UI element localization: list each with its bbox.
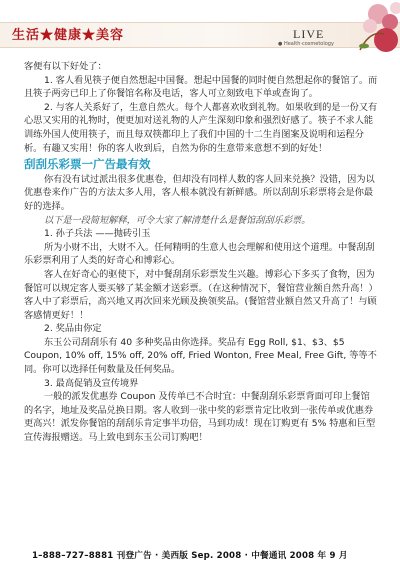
page-footer (0, 544, 400, 569)
subheading-2: 2. 奖品由你定 (44, 323, 102, 335)
explanation-intro: 以下是一段简短解释，可令大家了解清楚什么是餐馆刮刮乐彩票。 (44, 214, 311, 226)
subheading-3: 3. 最高促销及宣传境界 (44, 377, 139, 389)
live-label: LIVE (293, 27, 325, 41)
page-header (0, 0, 400, 54)
subsection-3-paragraph: 一般的派发优惠券 Coupon 及传单已不合时宜：中餐刮刮乐彩票背面可印上餐馆的名字，地址及奖品兑换日期。客人收到一张中奖的彩票肯定比收到一张传单或优惠券更高兴！派发你餐馆的刮刮乐肯定事半功倍，马到功成！现在订购更有 5% 特惠和巨型宣传海报赠送。马上致电到东玉公司订购吧！ (24, 391, 376, 444)
intro-line: 客便有以下好处了： (24, 61, 107, 72)
subsection-2-paragraph: 东玉公司刮刮乐有 40 多种奖品由你选择。奖品有 Egg Roll, $1、$3、$5 Coupon, 10% off, 15% off, 20% off, Fried Wonton, Free Meal, Free Gift, 等等不同。你可以选择任何数量及任何奖品。 (24, 336, 377, 376)
point-2-paragraph: 2. 与客人关系好了，生意自然火。每个人都喜欢收到礼物。如果收到的是一份又有心思又实用的礼物时，便更加对送礼物的人产生深刻印象和强烈好感了。筷子不求人能训练外国人使用筷子，而且每双筷都印上了我们中国的十二生肖图案及说明和运程分析。有趣又实用！你的客人收到后，自然为你的生意带来意想不到的好处！ (24, 101, 378, 154)
lottery-intro-paragraph: 你有没有试过派出很多优惠卷，但却没有同样人数的客人回来兑换？没错，因为以优惠卷来作广告的方法太多人用，客人根本就没有新鲜感。所以刮刮乐彩票将会是你最好的选择。 (24, 173, 375, 212)
subheading-1: 1. 孙子兵法 ——抛砖引玉 (44, 228, 151, 240)
live-subtitle: ● Health·cosmetology (278, 41, 334, 47)
point-1-paragraph: 1. 客人看见筷子便自然想起中国餐。想起中国餐的同时便自然想起你的餐馆了。而且筷子两旁已印上了你餐馆名称及电话，客人可立刻致电下单或查询了。 (24, 74, 378, 100)
subsection-1-paragraph-b: 客人在好奇心的驱使下，对中餐刮刮乐彩票发生兴趣。博彩心下多买了食物，因为餐馆可以规定客人要买够了某金额才送彩票。（在这种情况下，餐馆营业额自然升高！）客人中了彩票后，高兴地又再次回来光顾及换领奖品。(餐馆营业额自然又升高了！与顾客感情更好！！ (24, 268, 378, 321)
decorative-flower-illustration (340, 0, 400, 60)
footer-text: 1–888–727–8881 刊登广告 · 美西版 Sep. 2008 · 中餐通讯 2008 年 9 月 (32, 551, 348, 561)
subsection-1-paragraph-a: 所为小财不出，大财不入。任何精明的生意人也会理解和使用这个道理。中餐刮刮乐彩票利用了人类的好奇心和博彩心。 (24, 241, 375, 267)
section-title: 生活★健康★美容 (12, 28, 125, 43)
article-body (24, 60, 378, 445)
article-heading: 刮刮乐彩票一广告最有效 (24, 157, 151, 172)
